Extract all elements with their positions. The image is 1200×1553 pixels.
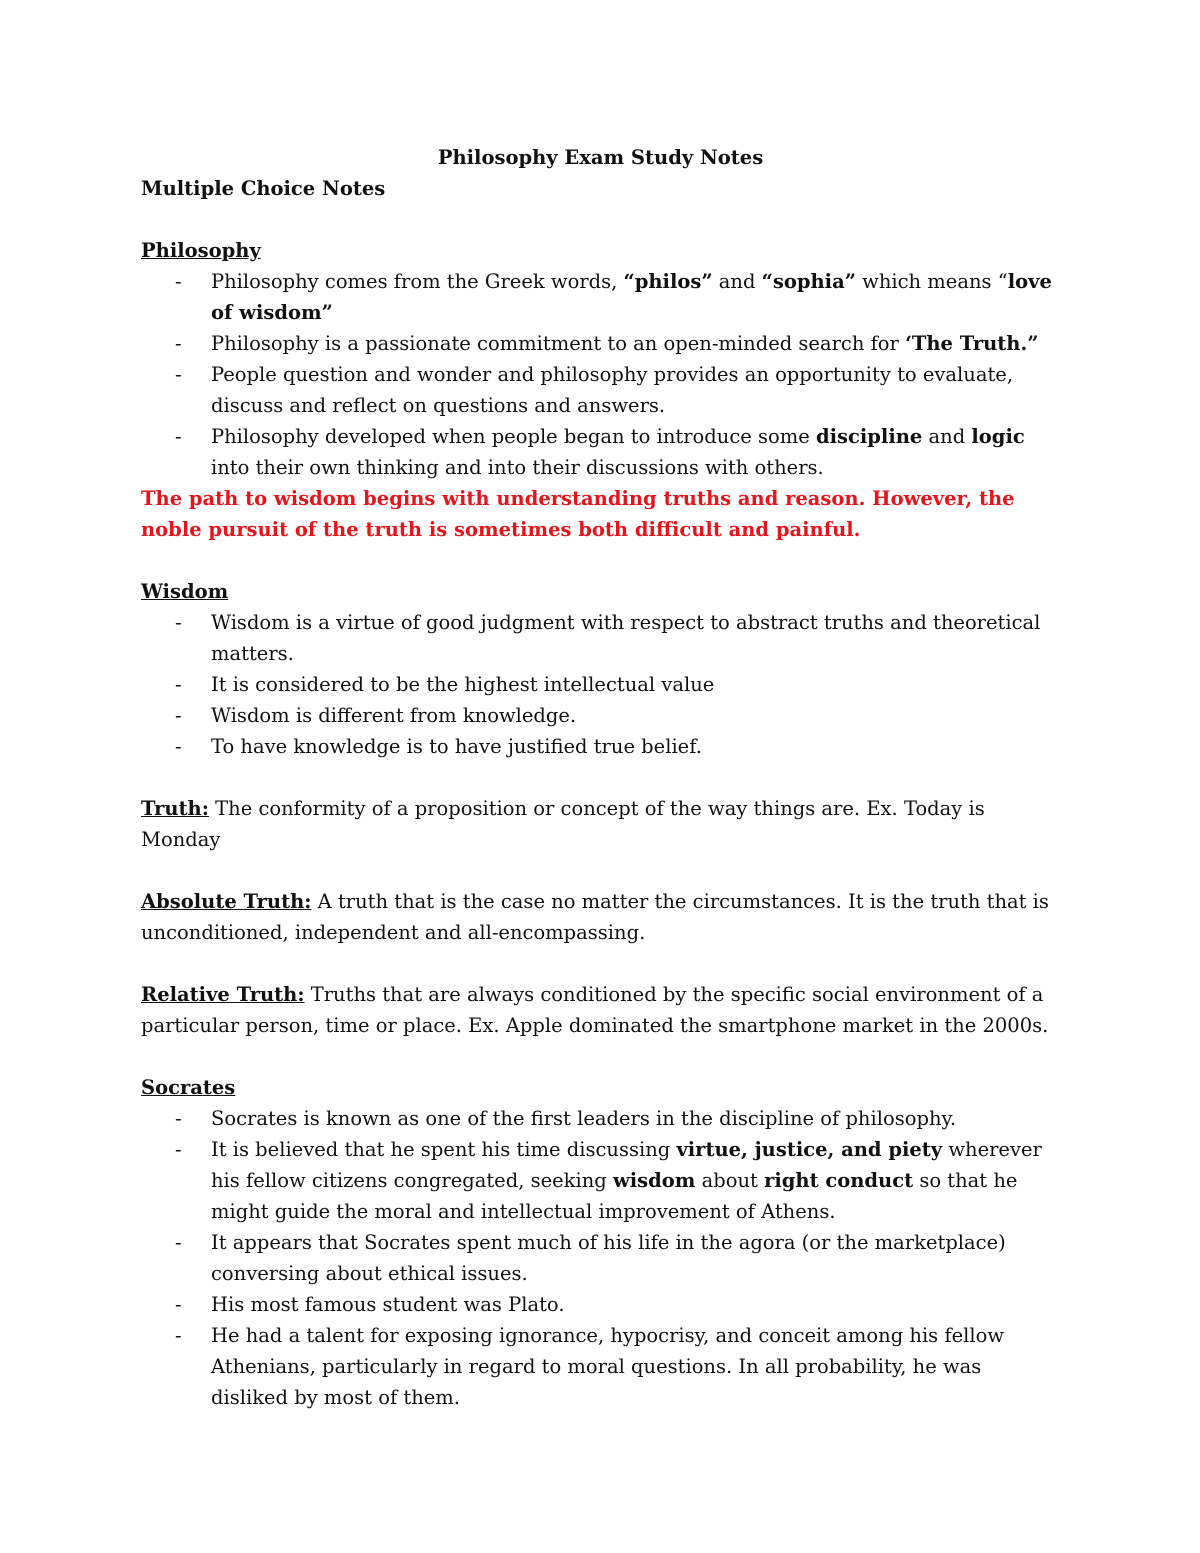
bullet-dash: - [175,1107,182,1130]
text-run: He had a talent for exposing ignorance, hypocrisy, and conceit among his fellow Athenians, particularly in regard to moral questions. In all probability, he was disliked by most of them. [211,1324,1005,1409]
text-run: which means “ [855,270,1008,293]
definition-text: The conformity of a proposition or concept of the way things are. Ex. Today is Monday [141,797,985,851]
definition-term: Absolute Truth: [141,890,312,913]
definition-term: Truth: [141,797,209,820]
bullet-dash: - [175,363,182,386]
philosophy-list [141,266,1060,483]
list-item [141,700,1060,731]
bullet-dash: - [175,673,182,696]
text-run: into their own thinking and into their discussions with others. [211,456,824,479]
definition-text: A truth that is the case no matter the circumstances. It is the truth that is unconditioned, independent and all-encompassing. [141,890,1049,944]
list-item [141,359,1060,421]
definition-truth [141,793,1060,855]
list-item [141,607,1060,669]
text-run: so that he might guide the moral and intellectual improvement of Athens. [211,1169,1018,1223]
section-heading-wisdom: Wisdom [141,580,229,603]
bullet-dash: - [175,1138,182,1161]
highlight-note: The path to wisdom begins with understanding truths and reason. However, the noble pursuit of the truth is sometimes both difficult and painful. [141,487,1015,541]
list-item [141,1227,1060,1289]
document-subtitle: Multiple Choice Notes [141,177,386,200]
text-run: It is considered to be the highest intellectual value [211,673,715,696]
text-run: Wisdom is different from knowledge. [211,704,577,727]
bold-term: “philos” [623,270,713,293]
definition-absolute-truth [141,886,1060,948]
text-run: To have knowledge is to have justified true belief. [211,735,702,758]
list-item [141,1134,1060,1227]
section-heading-philosophy: Philosophy [141,239,261,262]
text-run: People question and wonder and philosophy provides an opportunity to evaluate, discuss and reflect on questions and answers. [211,363,1014,417]
bold-term: ‘The Truth.” [905,332,1039,355]
spacer [141,948,1060,979]
list-item [141,266,1060,328]
definition-text: Truths that are always conditioned by the specific social environment of a particular person, time or place. Ex. Apple dominated the smartphone market in the 2000s. [141,983,1049,1037]
spacer [141,855,1060,886]
bold-term: right conduct [764,1169,914,1192]
bold-term: wisdom [612,1169,696,1192]
bullet-dash: - [175,1293,182,1316]
spacer [141,1041,1060,1072]
bullet-dash: - [175,1324,182,1347]
section-heading-socrates: Socrates [141,1076,236,1099]
definition-relative-truth [141,979,1060,1041]
document-title: Philosophy Exam Study Notes [437,146,764,169]
text-run: It is believed that he spent his time discussing [211,1138,677,1161]
bullet-dash: - [175,332,182,355]
spacer [141,545,1060,576]
bullet-dash: - [175,270,182,293]
list-item [141,421,1060,483]
text-run: and [922,425,972,448]
list-item [141,1289,1060,1320]
text-run: Philosophy developed when people began to introduce some [211,425,816,448]
list-item [141,1103,1060,1134]
text-run: and [712,270,762,293]
bold-term: “sophia” [761,270,856,293]
definition-term: Relative Truth: [141,983,305,1006]
bullet-dash: - [175,704,182,727]
list-item [141,731,1060,762]
bold-term: discipline [815,425,923,448]
spacer [141,762,1060,793]
bullet-dash: - [175,611,182,634]
bullet-dash: - [175,1231,182,1254]
bullet-dash: - [175,425,182,448]
list-item [141,328,1060,359]
text-run: Philosophy comes from the Greek words, [211,270,624,293]
text-run: Socrates is known as one of the first leaders in the discipline of philosophy. [211,1107,957,1130]
text-run: wherever his fellow citizens congregated, seeking [211,1138,1042,1192]
list-item [141,669,1060,700]
list-item [141,1320,1060,1413]
text-run: about [695,1169,765,1192]
text-run: Wisdom is a virtue of good judgment with respect to abstract truths and theoretical matters. [211,611,1041,665]
text-run: Philosophy is a passionate commitment to an open-minded search for [211,332,906,355]
bold-term: logic [971,425,1025,448]
socrates-list [141,1103,1060,1413]
bold-term: love of wisdom” [211,270,1052,324]
spacer [141,204,1060,235]
wisdom-list [141,607,1060,762]
bold-term: virtue, justice, and piety [676,1138,943,1161]
text-run: His most famous student was Plato. [211,1293,565,1316]
bullet-dash: - [175,735,182,758]
text-run: It appears that Socrates spent much of his life in the agora (or the marketplace) conversing about ethical issues. [211,1231,1006,1285]
